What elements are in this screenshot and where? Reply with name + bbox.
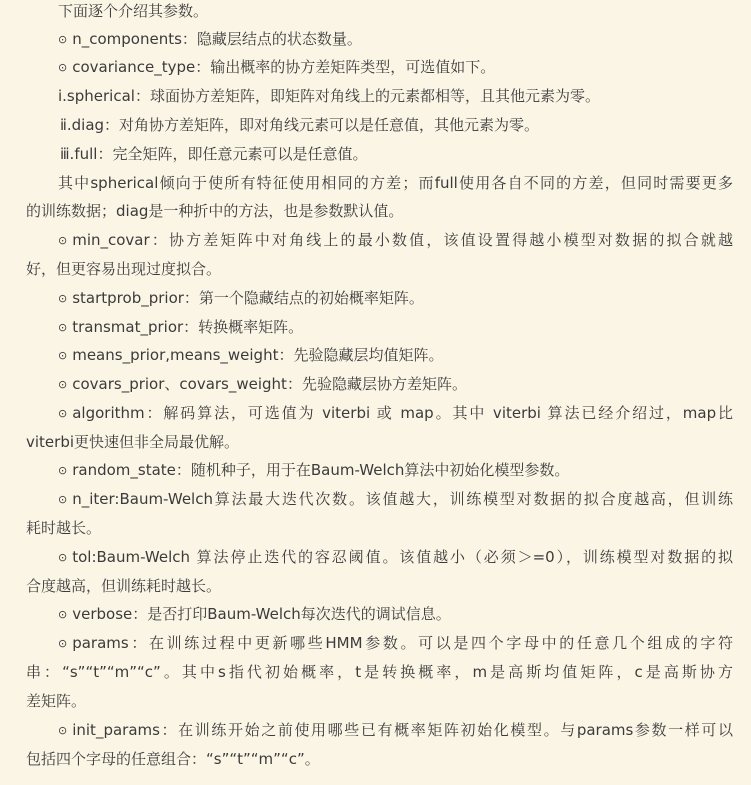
bullet-icon: ⊙ bbox=[58, 493, 68, 506]
bullet-icon: ⊙ bbox=[58, 378, 68, 391]
param-init-params-line2: 包括四个字母的任意组合：“s”“t”“m”“c”。 bbox=[26, 750, 320, 768]
param-tol-line1: ⊙ tol:Baum-Welch 算法停止迭代的容忍阈值。该值越小（必须＞=0），训练模型对数据的拟 bbox=[58, 548, 733, 566]
option-full: ⅲ.full：完全矩阵，即任意元素可以是任意值。 bbox=[60, 145, 368, 163]
bullet-icon: ⊙ bbox=[58, 608, 68, 621]
paragraph-explain-line1: 其中spherical倾向于使所有特征使用相同的方差；而full使用各自不同的方差，但同时需要更多 bbox=[58, 174, 733, 192]
bullet-icon: ⊙ bbox=[58, 349, 68, 362]
param-params-line1: ⊙ params：在训练过程中更新哪些HMM参数。可以是四个字母中的任意几个组成的字符 bbox=[58, 634, 733, 652]
param-covariance-type: ⊙ covariance_type：输出概率的协方差矩阵类型，可选值如下。 bbox=[58, 58, 496, 76]
param-algorithm-line2: viterbi更快速但非全局最优解。 bbox=[26, 433, 240, 451]
bullet-icon: ⊙ bbox=[58, 33, 68, 46]
param-covars-prior: ⊙ covars_prior、covars_weight：先验隐藏层协方差矩阵。 bbox=[58, 375, 467, 393]
bullet-icon: ⊙ bbox=[58, 464, 68, 477]
param-init-params-line1: ⊙ init_params：在训练开始之前使用哪些已有概率矩阵初始化模型。与params参数一样可以 bbox=[58, 721, 733, 739]
option-spherical: i.spherical：球面协方差矩阵，即矩阵对角线上的元素都相等，且其他元素为零。 bbox=[58, 87, 600, 105]
param-verbose: ⊙ verbose：是否打印Baum-Welch每次迭代的调试信息。 bbox=[58, 605, 451, 623]
param-params-line3: 差矩阵。 bbox=[26, 692, 87, 710]
bullet-icon: ⊙ bbox=[58, 61, 68, 74]
option-diag: ⅱ.diag：对角协方差矩阵，即对角线元素可以是任意值，其他元素为零。 bbox=[60, 116, 540, 134]
param-min-covar-line2: 好，但更容易出现过度拟合。 bbox=[26, 260, 222, 278]
param-random-state: ⊙ random_state：随机种子，用于在Baum-Welch算法中初始化模型参数。 bbox=[58, 461, 570, 479]
bullet-icon: ⊙ bbox=[58, 551, 68, 564]
param-tol-line2: 合度越高，但训练耗时越长。 bbox=[26, 577, 222, 595]
param-n-iter-line2: 耗时越长。 bbox=[26, 519, 102, 537]
param-n-components: ⊙ n_components：隐藏层结点的状态数量。 bbox=[58, 30, 362, 48]
param-params-line2: 串：“s”“t”“m”“c”。其中s指代初始概率，t是转换概率，m是高斯均值矩阵，c是高斯协方 bbox=[26, 663, 733, 681]
bullet-icon: ⊙ bbox=[58, 292, 68, 305]
bullet-icon: ⊙ bbox=[58, 234, 68, 247]
paragraph-explain-line2: 的训练数据；diag是一种折中的方法，也是参数默认值。 bbox=[26, 202, 404, 220]
bullet-icon: ⊙ bbox=[58, 724, 68, 737]
bullet-icon: ⊙ bbox=[58, 637, 68, 650]
param-transmat-prior: ⊙ transmat_prior：转换概率矩阵。 bbox=[58, 318, 304, 336]
param-algorithm-line1: ⊙ algorithm：解码算法，可选值为 viterbi 或 map。其中 viterbi 算法已经介绍过，map比 bbox=[58, 404, 733, 422]
intro-text: 下面逐个介绍其参数。 bbox=[58, 2, 209, 20]
param-n-iter-line1: ⊙ n_iter:Baum-Welch算法最大迭代次数。该值越大，训练模型对数据的拟合度越高，但训练 bbox=[58, 490, 733, 508]
param-means-prior: ⊙ means_prior,means_weight：先验隐藏层均值矩阵。 bbox=[58, 346, 444, 364]
bullet-icon: ⊙ bbox=[58, 407, 68, 420]
param-min-covar-line1: ⊙ min_covar：协方差矩阵中对角线上的最小数值，该值设置得越小模型对数据的拟合就越 bbox=[58, 231, 733, 249]
param-startprob-prior: ⊙ startprob_prior：第一个隐藏结点的初始概率矩阵。 bbox=[58, 289, 424, 307]
bullet-icon: ⊙ bbox=[58, 321, 68, 334]
